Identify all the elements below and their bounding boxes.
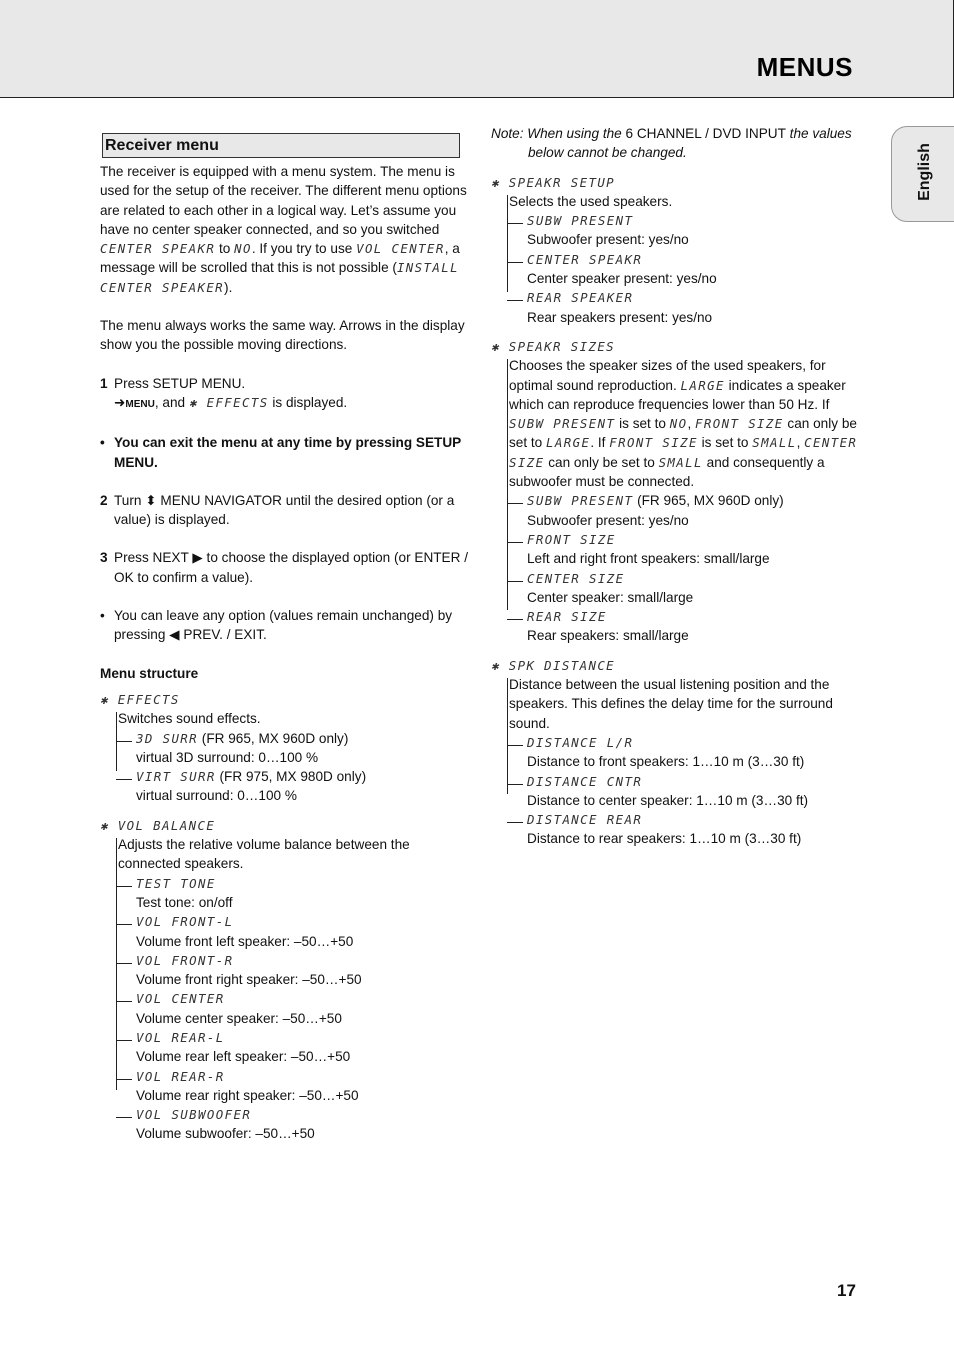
menu-group-title: ✱ VOL BALANCE [100, 817, 216, 833]
menu-item [491, 250, 861, 289]
menu-item-desc: Subwoofer present: yes/no [527, 512, 689, 528]
menu-item-desc: Distance to front speakers: 1…10 m (3…30 ft) [527, 754, 805, 770]
menu-item: SUBW PRESENT (FR 965, MX 960D only) Subwoofer present: yes/no [491, 491, 861, 530]
menu-group-desc: Chooses the speaker sizes of the used speakers, for optimal sound reproduction. LARGE indicates a speaker which can reproduce frequencies lower than 50 Hz. If SUBW PRESENT is set to NO, FRONT SIZE can only be set to LARGE. If FRONT SIZE is set to SMALL, CENTER SIZE can only be set to SMALL and consequently a subwoofer must be connected. [509, 358, 858, 490]
menu-item-label: CENTER SPEAKR [527, 251, 643, 267]
menu-item: 3D SURR (FR 965, MX 960D only) virtual 3D surround: 0…100 % [100, 729, 470, 768]
section-heading: Receiver menu [102, 133, 460, 158]
menu-item-desc: Test tone: on/off [136, 894, 233, 910]
menu-item-desc: Distance to center speaker: 1…10 m (3…30 ft) [527, 792, 809, 808]
menu-group-spk-distance [491, 656, 861, 849]
bullet: • [100, 435, 105, 451]
bullet: • [100, 608, 105, 624]
menu-subscript: MENU [125, 398, 155, 410]
menu-item [491, 288, 861, 327]
menu-structure-title: Menu structure [100, 665, 199, 681]
menu-item [100, 951, 470, 990]
menu-item [491, 530, 861, 569]
menu-item [100, 912, 470, 951]
menu-item [100, 1067, 470, 1106]
lcd-text: NO [234, 241, 252, 257]
menu-item [491, 810, 861, 849]
step-2: 2 Turn ⬍ MENU NAVIGATOR until the desired option (or a value) is displayed. [100, 492, 455, 528]
menu-group-desc: Adjusts the relative volume balance between the connected speakers. [118, 837, 410, 872]
step-3: 3 Press NEXT ▶ to choose the displayed option (or ENTER / OK to confirm a value). [100, 550, 468, 585]
right-column [491, 124, 861, 849]
menu-item-label: SUBW PRESENT [527, 213, 634, 229]
menu-item-desc: Left and right front speakers: small/large [527, 551, 770, 567]
menu-item [100, 1028, 470, 1067]
left-column [100, 162, 470, 1144]
page-title: MENUS [756, 52, 853, 82]
menu-item-desc: Rear speakers: small/large [527, 628, 689, 644]
menu-group-vol-balance [100, 816, 470, 1144]
step-1: 1 Press SETUP MENU. ➜MENU, and ✱ EFFECTS is displayed. [100, 375, 348, 410]
menu-item [100, 1105, 470, 1144]
language-tab-label: English [916, 143, 933, 201]
menu-item [100, 989, 470, 1028]
lcd-text: VOL CENTER [356, 241, 445, 257]
lcd-text: ✱ EFFECTS [188, 394, 269, 410]
menu-group-title: ✱ EFFECTS [100, 691, 180, 707]
menu-item-label: VOL REAR-L [136, 1029, 225, 1045]
menu-item-desc: Volume rear left speaker: –50…+50 [136, 1049, 351, 1065]
menu-group-title: ✱ SPK DISTANCE [491, 657, 616, 673]
menu-item-label: REAR SIZE [527, 609, 607, 625]
menu-group-desc: Selects the used speakers. [509, 193, 673, 209]
header-bar [0, 0, 954, 98]
up-down-arrow-icon: ⬍ [145, 492, 157, 508]
page-number: 17 [837, 1281, 856, 1300]
leave-note: • You can leave any option (values remain unchanged) by pressing ◀ PREV. / EXIT. [100, 608, 453, 643]
menu-item: VIRT SURR (FR 975, MX 980D only) virtual surround: 0…100 % [100, 767, 470, 806]
menu-item-desc: Distance to rear speakers: 1…10 m (3…30 ft) [527, 831, 802, 847]
menu-item-label: DISTANCE CNTR [527, 773, 643, 789]
menu-item-desc: virtual 3D surround: 0…100 % [136, 749, 319, 765]
menu-item [491, 733, 861, 772]
menu-item-label: CENTER SIZE [527, 570, 625, 586]
menu-item [491, 569, 861, 608]
menu-item-label: 3D SURR [136, 730, 199, 746]
menu-item-label: DISTANCE REAR [527, 812, 643, 828]
menu-item-label: DISTANCE L/R [527, 734, 634, 750]
menu-item-label: SUBW PRESENT [527, 493, 634, 509]
menu-item-desc: Volume rear right speaker: –50…+50 [136, 1087, 359, 1103]
menu-item-label: TEST TONE [136, 875, 216, 891]
menu-item [491, 772, 861, 811]
menu-group-title: ✱ SPEAKR SIZES [491, 338, 616, 354]
menu-item-desc: Volume front left speaker: –50…+50 [136, 933, 354, 949]
note: Note: When using the 6 CHANNEL / DVD INPUT the values below cannot be changed. [491, 126, 852, 161]
menu-item-label: VOL CENTER [136, 991, 225, 1007]
menu-item-label: VOL REAR-R [136, 1068, 225, 1084]
menu-item-desc: Center speaker present: yes/no [527, 271, 717, 287]
menu-group-speakr-sizes [491, 337, 861, 646]
menu-paragraph: The menu always works the same way. Arrows in the display show you the possible moving directions. [100, 318, 465, 353]
lcd-text: INSTALL CENTER SPEAKER [100, 260, 459, 295]
exit-note: • You can exit the menu at any time by pressing SETUP MENU. [100, 435, 461, 470]
menu-item [491, 607, 861, 646]
menu-item-desc: Volume front right speaker: –50…+50 [136, 972, 362, 988]
menu-group-effects [100, 690, 470, 806]
back-arrow-icon: ◀ [169, 627, 180, 643]
menu-item [491, 211, 861, 250]
menu-item-desc: Volume center speaker: –50…+50 [136, 1010, 342, 1026]
step-number: 3 [100, 550, 108, 566]
menu-item-label: VOL SUBWOOFER [136, 1107, 252, 1123]
menu-item-desc: Subwoofer present: yes/no [527, 232, 689, 248]
menu-group-desc: Switches sound effects. [118, 711, 261, 727]
menu-item-desc: Rear speakers present: yes/no [527, 309, 713, 325]
arrow-icon: ➜ [114, 394, 126, 410]
menu-item-label: VOL FRONT-R [136, 952, 234, 968]
menu-group-title: ✱ SPEAKR SETUP [491, 174, 616, 190]
menu-group-speakr-setup [491, 173, 861, 327]
menu-item-label: FRONT SIZE [527, 531, 616, 547]
menu-group-desc: Distance between the usual listening position and the speakers. This defines the delay time for the surround sound. [509, 677, 833, 731]
menu-item-label: REAR SPEAKER [527, 290, 634, 306]
play-arrow-icon: ▶ [192, 550, 203, 566]
menu-item [100, 874, 470, 913]
menu-item-desc: Center speaker: small/large [527, 589, 694, 605]
step-number: 1 [100, 375, 108, 391]
menu-item-label: VIRT SURR [136, 769, 216, 785]
menu-item-desc: virtual surround: 0…100 % [136, 788, 297, 804]
intro-paragraph: The receiver is equipped with a menu system. The menu is used for the setup of the receiver. The different menu options are related to each other in a logical way. Let’s assume you have no center speaker connected, and so you switched CENTER SPEAKR to NO. If you try to use VOL CENTER, a message will be scrolled that this is not possible (INSTALL CENTER SPEAKER). [100, 164, 467, 295]
menu-item-label: VOL FRONT-L [136, 914, 234, 930]
lcd-text: CENTER SPEAKR [100, 241, 216, 257]
menu-item-desc: Volume subwoofer: –50…+50 [136, 1126, 315, 1142]
step-number: 2 [100, 492, 108, 508]
